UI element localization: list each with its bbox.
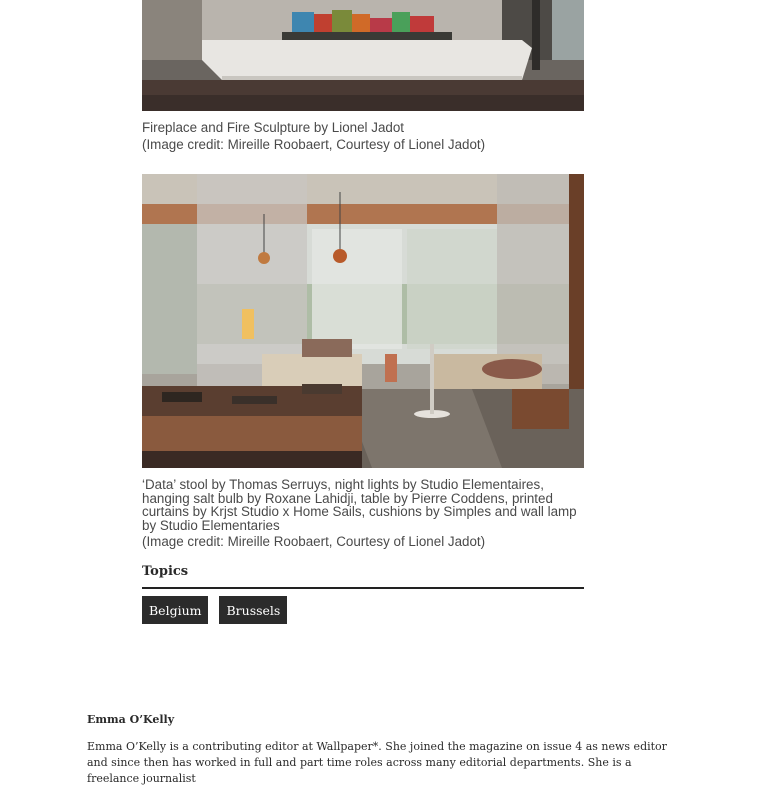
topic-tag-belgium[interactable]: Belgium	[142, 596, 208, 624]
topics-heading: Topics	[142, 564, 189, 579]
topics-divider	[142, 587, 584, 589]
image-credit: (Image credit: Mireille Roobaert, Courtesy of Lionel Jadot)	[142, 534, 486, 549]
caption-line: ‘Data’ stool by Thomas Serruys, night lights by Studio Elementaires,	[142, 477, 544, 492]
interior-photo	[142, 174, 584, 468]
fireplace-photo	[142, 0, 584, 111]
author-name: Emma O’Kelly	[87, 713, 175, 726]
interior-caption	[142, 478, 584, 549]
topic-tag-list	[142, 596, 584, 624]
author-bio-section	[87, 713, 677, 787]
caption-line: curtains by Krjst Studio x Home Sails, cushions by Simples and wall lamp	[142, 504, 577, 519]
caption-line: hanging salt bulb by Roxane Lahidji, table by Pierre Coddens, printed	[142, 490, 553, 506]
image-credit: (Image credit: Mireille Roobaert, Courtesy of Lionel Jadot)	[142, 136, 486, 152]
fireplace-caption	[142, 121, 584, 151]
caption-text: Fireplace and Fire Sculpture by Lionel Jadot	[142, 120, 405, 135]
author-bio: Emma O’Kelly is a contributing editor at Wallpaper*. She joined the magazine on issue 4 as news editor and since then has worked in full and part time roles across many editorial departments. She is a freelance journalist	[87, 740, 667, 785]
topics-section	[142, 564, 584, 624]
caption-line: by Studio Elementaries	[142, 517, 280, 533]
topic-tag-brussels[interactable]: Brussels	[219, 596, 287, 624]
